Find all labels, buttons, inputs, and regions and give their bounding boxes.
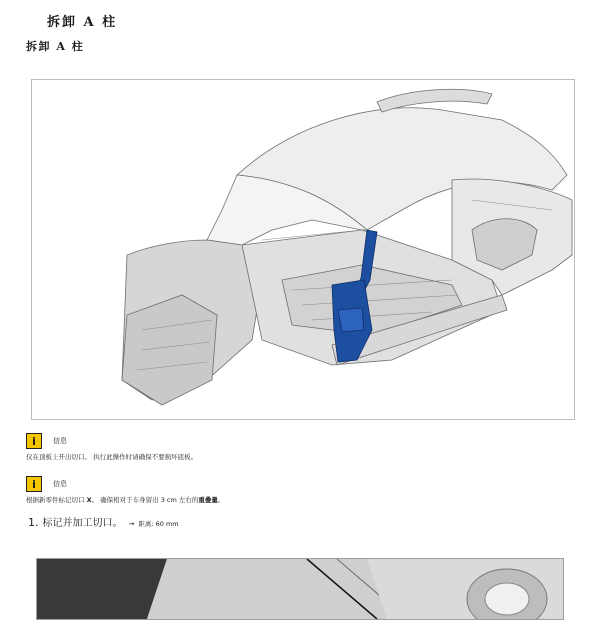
note-label: 信息	[53, 480, 67, 488]
step-distance: 距离: 60 mm	[138, 520, 179, 528]
note-text: 根据新零件标记切口 X。 确保相对于车身留出 3 cm 左右的重叠量。	[26, 496, 225, 504]
overlap-emphasis: 重叠量	[198, 496, 218, 504]
document-title: 拆卸 A 柱	[47, 15, 118, 30]
step-label: 标记并加工切口。	[42, 518, 123, 529]
arrow-icon: →	[128, 520, 135, 528]
section-title: 拆卸 A 柱	[26, 40, 85, 53]
car-body-illustration	[31, 79, 575, 420]
info-icon: i	[26, 476, 42, 492]
step-1	[28, 514, 179, 529]
info-note-2	[26, 476, 67, 492]
note-label: 信息	[53, 437, 67, 445]
step-number: 1.	[28, 516, 39, 529]
cut-detail-illustration	[36, 558, 564, 620]
info-icon: i	[26, 433, 42, 449]
note-text: 仅在顶板上开出切口。 执行此操作时请确保不要损坏底板。	[26, 453, 198, 461]
info-note-1	[26, 433, 67, 449]
cut-marker: X	[86, 496, 92, 504]
